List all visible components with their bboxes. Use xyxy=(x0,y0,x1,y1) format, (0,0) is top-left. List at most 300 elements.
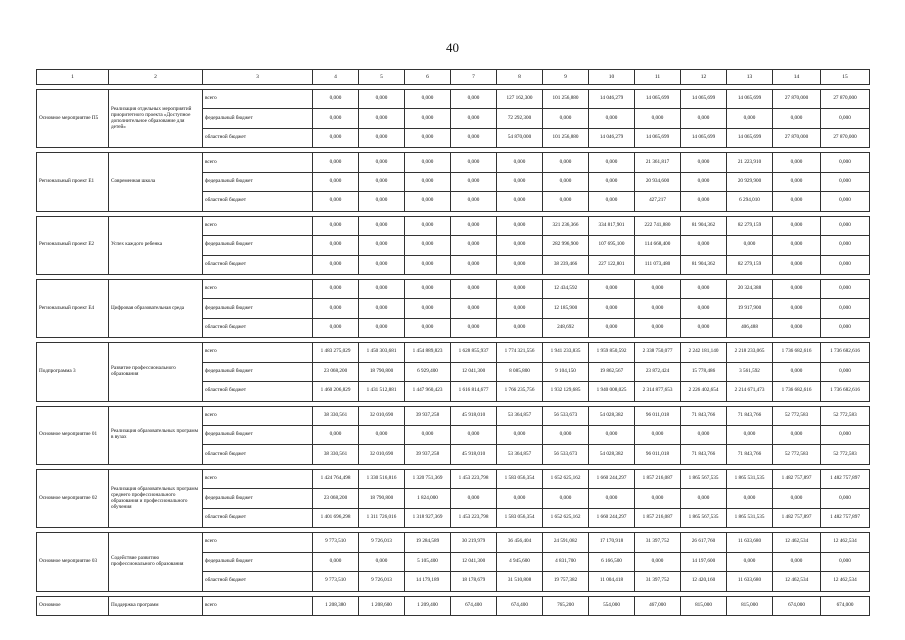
amount-cell: 0,000 xyxy=(405,255,451,274)
amount-cell: 0,000 xyxy=(681,192,727,211)
column-header: 10 xyxy=(589,70,635,85)
amount-cell: 0,000 xyxy=(359,426,405,445)
amount-cell: 0,000 xyxy=(773,279,821,298)
amount-cell: 81 904,362 xyxy=(681,255,727,274)
amount-cell: 27 870,000 xyxy=(773,128,821,147)
amount-cell: 54 028,382 xyxy=(589,406,635,425)
column-header: 9 xyxy=(543,70,589,85)
amount-cell: 1 857 216,087 xyxy=(635,469,681,488)
amount-cell: 1 616 814,677 xyxy=(451,382,497,401)
amount-cell: 0,000 xyxy=(773,552,821,571)
amount-cell: 52 772,583 xyxy=(773,445,821,464)
amount-cell: 0,000 xyxy=(773,362,821,381)
amount-cell: 31 510,808 xyxy=(497,572,543,591)
funding-source: областной бюджет xyxy=(203,572,313,591)
program-name: Успех каждого ребенка xyxy=(109,216,203,274)
amount-cell: 406,488 xyxy=(727,318,773,337)
amount-cell: 0,000 xyxy=(589,192,635,211)
amount-cell: 0,000 xyxy=(359,236,405,255)
amount-cell: 0,000 xyxy=(589,426,635,445)
funding-source: федеральный бюджет xyxy=(203,236,313,255)
column-header: 1 xyxy=(37,70,109,85)
amount-cell: 0,000 xyxy=(313,318,359,337)
funding-source: всего xyxy=(203,596,313,615)
amount-cell: 107 695,100 xyxy=(589,236,635,255)
amount-cell: 0,000 xyxy=(405,128,451,147)
amount-cell: 39 937,258 xyxy=(405,445,451,464)
amount-cell: 1 766 235,756 xyxy=(497,382,543,401)
amount-cell: 0,000 xyxy=(313,192,359,211)
amount-cell: 1 450 303,681 xyxy=(359,343,405,362)
amount-cell: 53 364,857 xyxy=(497,406,543,425)
amount-cell: 0,000 xyxy=(359,90,405,109)
program-category: Региональный проект Е4 xyxy=(37,279,109,337)
amount-cell: 0,000 xyxy=(589,172,635,191)
program-name: Реализация образовательных программ среднего профессионального образования и профессионального обучения xyxy=(109,469,203,527)
amount-cell: 0,000 xyxy=(821,109,870,128)
program-name: Развитие профессионального образования xyxy=(109,343,203,401)
amount-cell: 96 011,018 xyxy=(635,406,681,425)
program-name: Содействие развитию профессионального образования xyxy=(109,533,203,591)
amount-cell: 14 065,699 xyxy=(635,128,681,147)
amount-cell: 0,000 xyxy=(497,255,543,274)
amount-cell: 82 279,159 xyxy=(727,255,773,274)
amount-cell: 30 219,979 xyxy=(451,533,497,552)
amount-cell: 19 917,900 xyxy=(727,299,773,318)
amount-cell: 0,000 xyxy=(821,216,870,235)
amount-cell: 0,000 xyxy=(405,426,451,445)
amount-cell: 765,200 xyxy=(543,596,589,615)
amount-cell: 32 010,690 xyxy=(359,445,405,464)
column-header: 15 xyxy=(821,70,870,85)
amount-cell: 0,000 xyxy=(635,299,681,318)
amount-cell: 31 397,752 xyxy=(635,572,681,591)
funding-source: федеральный бюджет xyxy=(203,362,313,381)
amount-cell: 0,000 xyxy=(589,153,635,172)
amount-cell: 11 633,680 xyxy=(727,572,773,591)
funding-source: федеральный бюджет xyxy=(203,172,313,191)
amount-cell: 0,000 xyxy=(405,172,451,191)
amount-cell: 0,000 xyxy=(821,153,870,172)
amount-cell: 0,000 xyxy=(821,236,870,255)
amount-cell: 0,000 xyxy=(313,279,359,298)
amount-cell: 27 870,000 xyxy=(821,90,870,109)
amount-cell: 0,000 xyxy=(727,489,773,508)
funding-source: областной бюджет xyxy=(203,128,313,147)
program-name: Реализация отдельных мероприятий приоритетного проекта «Доступное дополнительное образование для детей» xyxy=(109,90,203,148)
funding-source: всего xyxy=(203,469,313,488)
program-category: Подпрограмма 3 xyxy=(37,343,109,401)
amount-cell: 1 447 960,423 xyxy=(405,382,451,401)
amount-cell: 0,000 xyxy=(681,109,727,128)
amount-cell: 0,000 xyxy=(543,489,589,508)
table-row xyxy=(37,90,870,109)
amount-cell: 12 462,534 xyxy=(821,533,870,552)
amount-cell: 1 736 682,616 xyxy=(821,343,870,362)
amount-cell: 20 934,600 xyxy=(635,172,681,191)
amount-cell: 36 456,404 xyxy=(497,533,543,552)
amount-cell: 24 591,082 xyxy=(543,533,589,552)
amount-cell: 815,000 xyxy=(681,596,727,615)
funding-source: областной бюджет xyxy=(203,192,313,211)
program-name: Поддержка программ xyxy=(109,596,203,615)
amount-cell: 334 817,901 xyxy=(589,216,635,235)
amount-cell: 1 453 223,798 xyxy=(451,508,497,527)
amount-cell: 23 068,200 xyxy=(313,489,359,508)
amount-cell: 12 462,534 xyxy=(773,533,821,552)
amount-cell: 0,000 xyxy=(543,426,589,445)
amount-cell: 0,000 xyxy=(405,279,451,298)
amount-cell: 0,000 xyxy=(497,192,543,211)
amount-cell: 0,000 xyxy=(821,426,870,445)
amount-cell: 0,000 xyxy=(405,90,451,109)
amount-cell: 0,000 xyxy=(773,236,821,255)
amount-cell: 3 561,592 xyxy=(727,362,773,381)
amount-cell: 52 772,583 xyxy=(773,406,821,425)
amount-cell: 56 533,673 xyxy=(543,406,589,425)
column-header: 3 xyxy=(203,70,313,85)
funding-source: областной бюджет xyxy=(203,382,313,401)
amount-cell: 1 318 927,369 xyxy=(405,508,451,527)
amount-cell: 674,000 xyxy=(821,596,870,615)
amount-cell: 0,000 xyxy=(681,299,727,318)
amount-cell: 45 918,010 xyxy=(451,445,497,464)
amount-cell: 0,000 xyxy=(405,153,451,172)
column-header: 6 xyxy=(405,70,451,85)
amount-cell: 0,000 xyxy=(681,318,727,337)
amount-cell: 815,000 xyxy=(727,596,773,615)
amount-cell: 0,000 xyxy=(773,109,821,128)
funding-source: всего xyxy=(203,279,313,298)
amount-cell: 1 330 516,816 xyxy=(359,469,405,488)
column-header: 7 xyxy=(451,70,497,85)
program-category: Основное мероприятие 03 xyxy=(37,533,109,591)
amount-cell: 0,000 xyxy=(359,216,405,235)
program-name: Современная школа xyxy=(109,153,203,211)
amount-cell: 1 431 512,881 xyxy=(359,382,405,401)
amount-cell: 0,000 xyxy=(497,318,543,337)
amount-cell: 0,000 xyxy=(359,279,405,298)
funding-source: областной бюджет xyxy=(203,255,313,274)
amount-cell: 39 937,258 xyxy=(405,406,451,425)
column-header: 5 xyxy=(359,70,405,85)
amount-cell: 0,000 xyxy=(497,172,543,191)
amount-cell: 0,000 xyxy=(681,172,727,191)
amount-cell: 0,000 xyxy=(359,255,405,274)
amount-cell: 0,000 xyxy=(359,552,405,571)
amount-cell: 0,000 xyxy=(773,192,821,211)
amount-cell: 32 010,690 xyxy=(359,406,405,425)
amount-cell: 23 068,200 xyxy=(313,362,359,381)
funding-source: федеральный бюджет xyxy=(203,489,313,508)
amount-cell: 0,000 xyxy=(313,109,359,128)
amount-cell: 0,000 xyxy=(451,255,497,274)
amount-cell: 54 028,382 xyxy=(589,445,635,464)
amount-cell: 0,000 xyxy=(543,192,589,211)
amount-cell: 9 726,013 xyxy=(359,533,405,552)
amount-cell: 0,000 xyxy=(497,426,543,445)
amount-cell: 0,000 xyxy=(313,236,359,255)
amount-cell: 1 774 321,556 xyxy=(497,343,543,362)
amount-cell: 0,000 xyxy=(821,255,870,274)
table-row xyxy=(37,343,870,362)
amount-cell: 23 872,424 xyxy=(635,362,681,381)
amount-cell: 0,000 xyxy=(727,109,773,128)
amount-cell: 12 420,160 xyxy=(681,572,727,591)
amount-cell: 38 239,466 xyxy=(543,255,589,274)
amount-cell: 0,000 xyxy=(773,489,821,508)
amount-cell: 27 870,000 xyxy=(773,90,821,109)
amount-cell: 1 865 531,535 xyxy=(727,469,773,488)
amount-cell: 1 857 216,087 xyxy=(635,508,681,527)
amount-cell: 19 862,567 xyxy=(589,362,635,381)
amount-cell: 1 652 625,162 xyxy=(543,469,589,488)
amount-cell: 1 482 757,897 xyxy=(773,508,821,527)
amount-cell: 1 583 056,354 xyxy=(497,508,543,527)
amount-cell: 2 214 671,473 xyxy=(727,382,773,401)
amount-cell: 0,000 xyxy=(313,299,359,318)
amount-cell: 14 197,600 xyxy=(681,552,727,571)
column-header: 2 xyxy=(109,70,203,85)
amount-cell: 0,000 xyxy=(451,128,497,147)
amount-cell: 12 041,300 xyxy=(451,362,497,381)
funding-source: всего xyxy=(203,216,313,235)
amount-cell: 0,000 xyxy=(635,109,681,128)
amount-cell: 0,000 xyxy=(773,172,821,191)
amount-cell: 71 843,766 xyxy=(727,406,773,425)
amount-cell: 71 843,766 xyxy=(681,445,727,464)
funding-source: всего xyxy=(203,406,313,425)
amount-cell: 0,000 xyxy=(821,552,870,571)
amount-cell: 0,000 xyxy=(451,216,497,235)
amount-cell: 0,000 xyxy=(589,318,635,337)
amount-cell: 0,000 xyxy=(681,153,727,172)
amount-cell: 82 279,159 xyxy=(727,216,773,235)
amount-cell: 1 941 233,835 xyxy=(543,343,589,362)
program-category: Основное мероприятие 01 xyxy=(37,406,109,464)
amount-cell: 0,000 xyxy=(359,128,405,147)
amount-cell: 1 453 223,798 xyxy=(451,469,497,488)
amount-cell: 0,000 xyxy=(681,489,727,508)
funding-source: всего xyxy=(203,90,313,109)
column-header: 8 xyxy=(497,70,543,85)
amount-cell: 0,000 xyxy=(313,255,359,274)
amount-cell: 6 294,010 xyxy=(727,192,773,211)
amount-cell: 0,000 xyxy=(773,153,821,172)
amount-cell: 321 236,366 xyxy=(543,216,589,235)
amount-cell: 8 085,800 xyxy=(497,362,543,381)
amount-cell: 1 482 757,897 xyxy=(821,508,870,527)
amount-cell: 554,000 xyxy=(589,596,635,615)
amount-cell: 0,000 xyxy=(451,279,497,298)
amount-cell: 127 162,300 xyxy=(497,90,543,109)
budget-table xyxy=(36,69,870,616)
amount-cell: 0,000 xyxy=(821,489,870,508)
amount-cell: 0,000 xyxy=(773,299,821,318)
amount-cell: 54 870,000 xyxy=(497,128,543,147)
amount-cell: 2 242 181,140 xyxy=(681,343,727,362)
amount-cell: 0,000 xyxy=(681,236,727,255)
amount-cell: 14 046,279 xyxy=(589,128,635,147)
amount-cell: 0,000 xyxy=(405,299,451,318)
amount-cell: 0,000 xyxy=(359,172,405,191)
amount-cell: 4 831,700 xyxy=(543,552,589,571)
amount-cell: 14 065,699 xyxy=(727,128,773,147)
amount-cell: 1 482 757,897 xyxy=(773,469,821,488)
amount-cell: 72 292,300 xyxy=(497,109,543,128)
column-header: 11 xyxy=(635,70,681,85)
amount-cell: 101 256,880 xyxy=(543,90,589,109)
amount-cell: 0,000 xyxy=(821,172,870,191)
amount-cell: 14 065,699 xyxy=(727,90,773,109)
amount-cell: 19 757,382 xyxy=(543,572,589,591)
funding-source: федеральный бюджет xyxy=(203,426,313,445)
amount-cell: 0,000 xyxy=(359,153,405,172)
amount-cell: 1 460 206,829 xyxy=(313,382,359,401)
amount-cell: 0,000 xyxy=(451,192,497,211)
column-header: 14 xyxy=(773,70,821,85)
amount-cell: 1 932 129,685 xyxy=(543,382,589,401)
amount-cell: 0,000 xyxy=(635,426,681,445)
amount-cell: 1 865 567,535 xyxy=(681,508,727,527)
amount-cell: 0,000 xyxy=(727,552,773,571)
amount-cell: 0,000 xyxy=(589,299,635,318)
amount-cell: 1 865 567,535 xyxy=(681,469,727,488)
amount-cell: 0,000 xyxy=(497,279,543,298)
amount-cell: 0,000 xyxy=(451,109,497,128)
amount-cell: 0,000 xyxy=(313,172,359,191)
amount-cell: 38 330,561 xyxy=(313,406,359,425)
amount-cell: 2 338 750,077 xyxy=(635,343,681,362)
amount-cell: 9 773,510 xyxy=(313,533,359,552)
amount-cell: 227 122,801 xyxy=(589,255,635,274)
amount-cell: 0,000 xyxy=(451,489,497,508)
amount-cell: 71 843,766 xyxy=(727,445,773,464)
amount-cell: 56 533,673 xyxy=(543,445,589,464)
amount-cell: 52 772,583 xyxy=(821,406,870,425)
amount-cell: 0,000 xyxy=(451,153,497,172)
amount-cell: 6 166,500 xyxy=(589,552,635,571)
amount-cell: 674,400 xyxy=(497,596,543,615)
amount-cell: 20 324,388 xyxy=(727,279,773,298)
funding-source: всего xyxy=(203,153,313,172)
amount-cell: 21 361,817 xyxy=(635,153,681,172)
amount-cell: 31 397,752 xyxy=(635,533,681,552)
amount-cell: 0,000 xyxy=(313,426,359,445)
amount-cell: 96 011,018 xyxy=(635,445,681,464)
amount-cell: 12 185,900 xyxy=(543,299,589,318)
amount-cell: 0,000 xyxy=(313,216,359,235)
amount-cell: 11 004,418 xyxy=(589,572,635,591)
amount-cell: 1 736 682,616 xyxy=(821,382,870,401)
funding-source: областной бюджет xyxy=(203,445,313,464)
amount-cell: 467,000 xyxy=(635,596,681,615)
program-name: Цифровая образовательная среда xyxy=(109,279,203,337)
amount-cell: 0,000 xyxy=(821,362,870,381)
header-row xyxy=(37,70,870,85)
amount-cell: 71 843,766 xyxy=(681,406,727,425)
amount-cell: 0,000 xyxy=(313,552,359,571)
amount-cell: 101 256,880 xyxy=(543,128,589,147)
amount-cell: 0,000 xyxy=(543,172,589,191)
amount-cell: 1 208,380 xyxy=(313,596,359,615)
amount-cell: 0,000 xyxy=(821,299,870,318)
amount-cell: 0,000 xyxy=(451,90,497,109)
amount-cell: 0,000 xyxy=(681,279,727,298)
amount-cell: 1 482 757,897 xyxy=(821,469,870,488)
amount-cell: 19 284,589 xyxy=(405,533,451,552)
amount-cell: 52 772,583 xyxy=(821,445,870,464)
amount-cell: 0,000 xyxy=(313,153,359,172)
amount-cell: 1 959 850,592 xyxy=(589,343,635,362)
program-name: Реализация образовательных программ в вузах xyxy=(109,406,203,464)
table-row xyxy=(37,533,870,552)
amount-cell: 0,000 xyxy=(821,192,870,211)
amount-cell: 2 226 402,654 xyxy=(681,382,727,401)
amount-cell: 0,000 xyxy=(773,318,821,337)
amount-cell: 0,000 xyxy=(727,236,773,255)
amount-cell: 12 434,592 xyxy=(543,279,589,298)
amount-cell: 1 424 764,498 xyxy=(313,469,359,488)
amount-cell: 21 223,910 xyxy=(727,153,773,172)
amount-cell: 1 652 625,162 xyxy=(543,508,589,527)
amount-cell: 26 617,760 xyxy=(681,533,727,552)
amount-cell: 12 041,300 xyxy=(451,552,497,571)
amount-cell: 18 178,679 xyxy=(451,572,497,591)
amount-cell: 1 320 751,369 xyxy=(405,469,451,488)
amount-cell: 0,000 xyxy=(497,299,543,318)
amount-cell: 12 462,534 xyxy=(773,572,821,591)
amount-cell: 222 741,880 xyxy=(635,216,681,235)
amount-cell: 0,000 xyxy=(497,236,543,255)
amount-cell: 14 065,699 xyxy=(681,90,727,109)
amount-cell: 2 218 233,065 xyxy=(727,343,773,362)
program-category: Основное мероприятие 02 xyxy=(37,469,109,527)
amount-cell: 1 940 008,025 xyxy=(589,382,635,401)
amount-cell: 0,000 xyxy=(359,109,405,128)
amount-cell: 0,000 xyxy=(773,216,821,235)
amount-cell: 6 929,400 xyxy=(405,362,451,381)
amount-cell: 0,000 xyxy=(635,279,681,298)
amount-cell: 12 462,534 xyxy=(821,572,870,591)
amount-cell: 18 790,800 xyxy=(359,362,405,381)
amount-cell: 18 790,800 xyxy=(359,489,405,508)
amount-cell: 1 583 056,354 xyxy=(497,469,543,488)
table-row xyxy=(37,469,870,488)
amount-cell: 0,000 xyxy=(405,192,451,211)
table-row xyxy=(37,279,870,298)
amount-cell: 0,000 xyxy=(727,426,773,445)
amount-cell: 14 179,189 xyxy=(405,572,451,591)
amount-cell: 27 870,000 xyxy=(821,128,870,147)
amount-cell: 17 170,918 xyxy=(589,533,635,552)
amount-cell: 1 865 531,535 xyxy=(727,508,773,527)
table-row xyxy=(37,153,870,172)
program-category: Основное мероприятие П5 xyxy=(37,90,109,148)
amount-cell: 20 929,900 xyxy=(727,172,773,191)
amount-cell: 0,000 xyxy=(313,128,359,147)
amount-cell: 1 824,000 xyxy=(405,489,451,508)
amount-cell: 4 945,600 xyxy=(497,552,543,571)
amount-cell: 0,000 xyxy=(451,172,497,191)
amount-cell: 0,000 xyxy=(589,279,635,298)
amount-cell: 0,000 xyxy=(497,216,543,235)
amount-cell: 0,000 xyxy=(589,109,635,128)
amount-cell: 1 401 696,298 xyxy=(313,508,359,527)
amount-cell: 14 065,699 xyxy=(681,128,727,147)
amount-cell: 9 104,150 xyxy=(543,362,589,381)
page-number: 40 xyxy=(446,40,459,55)
